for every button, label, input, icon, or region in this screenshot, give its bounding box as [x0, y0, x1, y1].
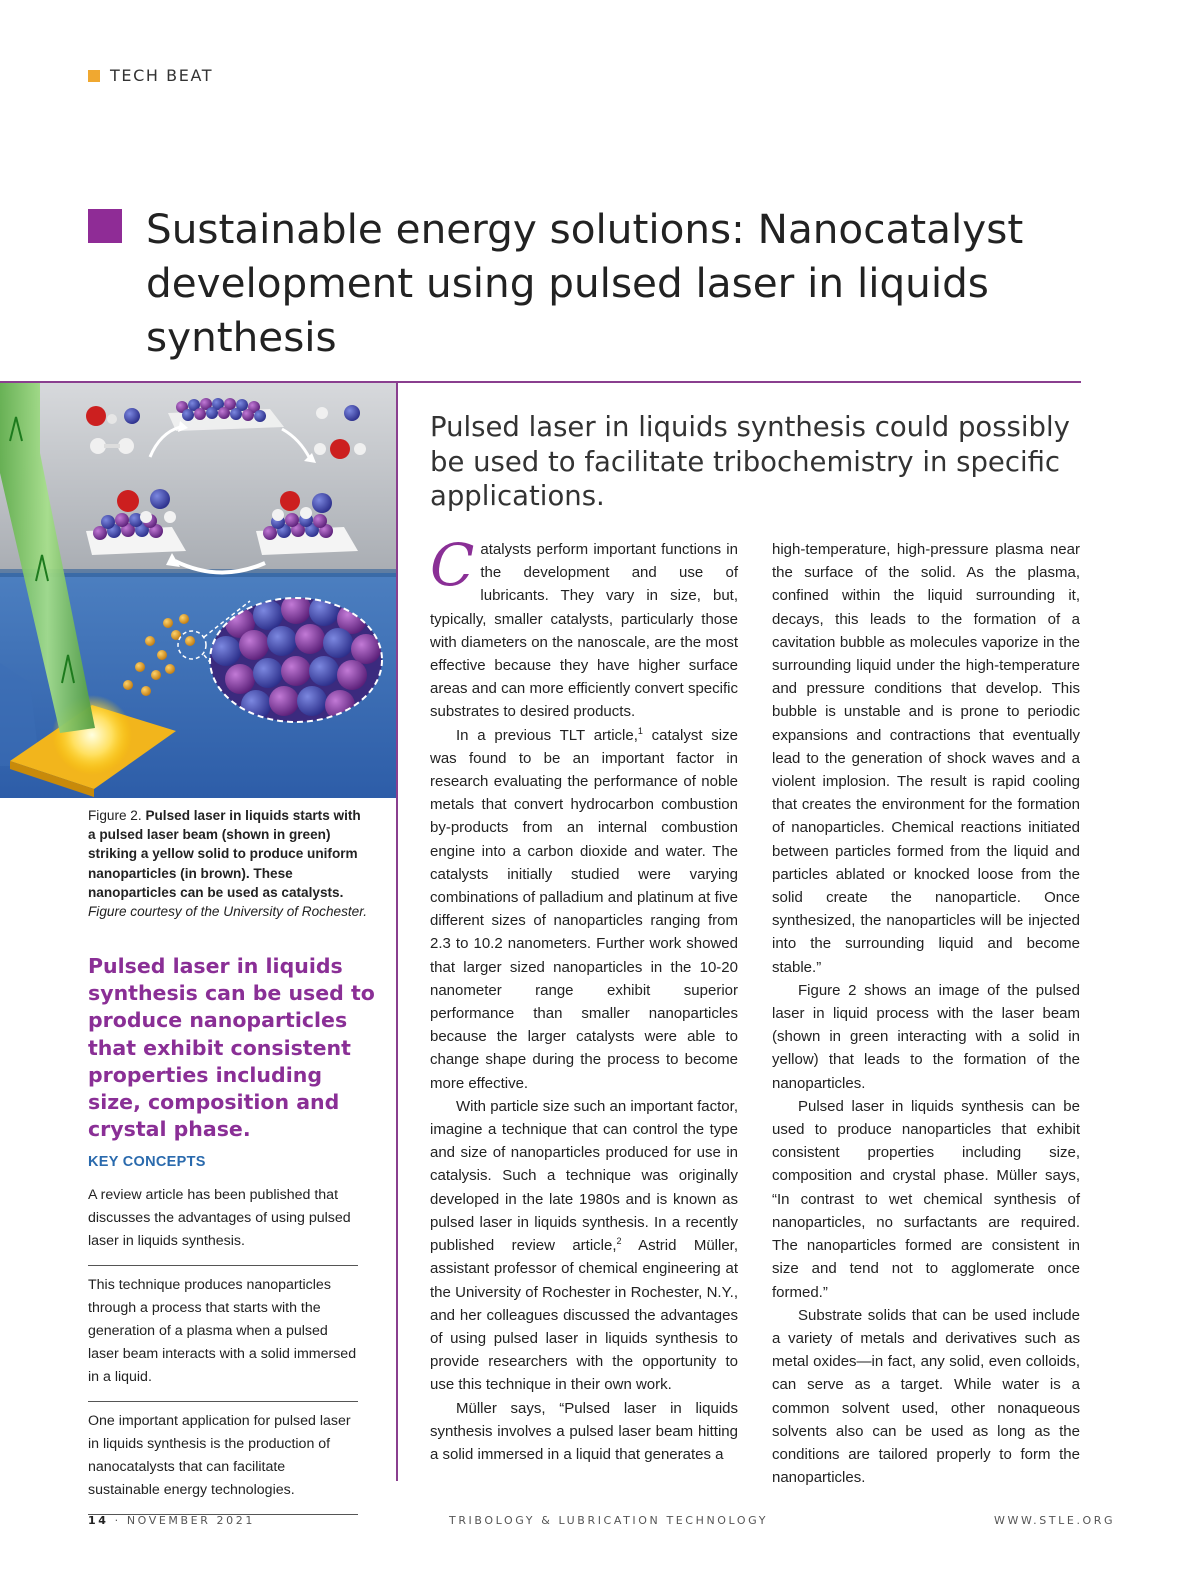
page-number: 14 [88, 1514, 109, 1527]
article-title: Sustainable energy solutions: Nanocatalyst development using pulsed laser in liquids synthesis [146, 205, 1024, 361]
figure-caption [88, 806, 370, 921]
figure-illustration [0, 383, 396, 798]
section-tag [88, 66, 213, 85]
body-paragraph: Figure 2 shows an image of the pulsed laser in liquid process with the laser beam (shown in green interacting with a solid in yellow) that leads to the formation of the nanoparticles. [772, 981, 1080, 1092]
issue-date: NOVEMBER 2021 [126, 1514, 255, 1527]
website: WWW.STLE.ORG [994, 1514, 1116, 1527]
key-concepts-title: KEY CONCEPTS [88, 1154, 206, 1170]
paragraph-text: With particle size such an important factor, imagine a technique that can control the type and size of nanoparticles produced for use in catalysis. Such a technique was originally developed in the late 1980s and is known as pulsed laser in liquids synthesis. In a recently published review article, [430, 1097, 738, 1255]
body-paragraph [430, 724, 738, 1095]
footer-left [88, 1514, 255, 1527]
key-concept-item: A review article has been published that discusses the advantages of using pulsed laser in liquids synthesis. [88, 1184, 358, 1266]
side-pull-quote: Pulsed laser in liquids synthesis can be used to produce nanoparticles that exhibit consistent properties including size, composition and crystal phase. [88, 954, 375, 1142]
main-pull-quote: Pulsed laser in liquids synthesis could possibly be used to facilitate tribochemistry in specific applications. [430, 411, 1070, 512]
footnote-ref: 2 [616, 1236, 622, 1247]
paragraph-text: atalysts perform important functions in the development and use of lubricants. They vary in size, but, typically, smaller catalysts, particularly those with diameters on the nanoscale, are the most effective because they have higher surface areas and can more efficiently convert specific substrates to desired products. [430, 541, 738, 721]
body-column-1 [430, 531, 738, 1466]
body-paragraph [430, 531, 738, 724]
laser-synthesis-illustration [0, 383, 396, 798]
paragraph-text: catalyst size was found to be an important factor in research evaluating the performance of noble metals that convert hydrocarbon combustion by-products from an internal combustion engine into a carbon dioxide and water. The catalysts initially studied were varying combinations of palladium and platinum at five different sizes of nanoparticles ranging from 2.3 to 10.2 nanometers. Further work showed that larger sized nanoparticles in the 10-20 nanometer range exhibit superior performance than smaller nanoparticles because the larger catalysts were able to change shape during the process to become more effective. [430, 726, 738, 1092]
section-marker-icon [88, 70, 100, 82]
footnote-ref: 1 [637, 725, 643, 736]
key-concepts-list [88, 1184, 358, 1523]
footer-separator: · [114, 1514, 121, 1527]
key-concept-item: One important application for pulsed laser in liquids synthesis is the production of nanocatalysts that can facilitate sustainable energy technologies. [88, 1410, 358, 1515]
caption-text: Pulsed laser in liquids starts with a pulsed laser beam (shown in green) striking a yellow solid to produce uniform nanoparticles (in brown). These nanoparticles can be used as catalysts. [88, 808, 361, 900]
drop-cap: C [430, 531, 475, 599]
body-column-2 [772, 538, 1080, 1489]
body-paragraph [430, 1095, 738, 1397]
headline-marker-icon [88, 209, 122, 243]
key-concept-item: This technique produces nanoparticles through a process that starts with the generation of a plasma when a pulsed laser beam interacts with a solid immersed in a liquid. [88, 1274, 358, 1402]
paragraph-text: Astrid Müller, assistant professor of chemical engineering at the University of Rochester in Rochester, N.Y., and her colleagues discussed the advantages of using pulsed laser in liquids synthesis to provide researchers with the opportunity to use this technique in their own work. [430, 1237, 738, 1394]
caption-label: Figure 2. [88, 808, 142, 823]
publication-name: TRIBOLOGY & LUBRICATION TECHNOLOGY [449, 1514, 769, 1527]
body-paragraph: Substrate solids that can be used include a variety of metals and derivatives such as metal oxides—in fact, any solid, even colloids, can serve as a target. While water is a common solvent used, other nonaqueous solvents also can be used as long as the conditions are tailored properly to form the nanoparticles. [772, 1306, 1080, 1487]
caption-credit: Figure courtesy of the University of Rochester. [88, 904, 368, 920]
vertical-divider [396, 381, 398, 1481]
body-paragraph: high-temperature, high-pressure plasma near the surface of the solid. As the plasma, confined within the liquid surrounding it, decays, this leads to the formation of a cavitation bubble as molecules vaporize in the surrounding liquid under the high-temperature and pressure conditions that develop. This bubble is unstable and is prone to periodic expansions and contractions that eventually lead to the generation of shock waves and a violent implosion. The result is rapid cooling that creates the environment for the formation of nanoparticles. Chemical reactions initiated between particles formed from the liquid and particles ablated or knocked loose from the solid create the nanoparticle. Once synthesized, the nanoparticles will be injected into the surrounding liquid and become stable.” [772, 541, 1080, 976]
body-paragraph: Pulsed laser in liquids synthesis can be used to produce nanoparticles that exhibit consistent properties including size, composition and crystal phase. Müller says, “In contrast to wet chemical synthesis of nanoparticles, no surfactants are required. The nanoparticles formed are consistent in size and tend not to agglomerate once formed.” [772, 1097, 1080, 1301]
section-tag-label: TECH BEAT [110, 66, 214, 85]
body-paragraph: Müller says, “Pulsed laser in liquids synthesis involves a pulsed laser beam hitting a solid immersed in a liquid that generates a [430, 1399, 738, 1463]
paragraph-text: In a previous TLT article, [456, 726, 638, 744]
